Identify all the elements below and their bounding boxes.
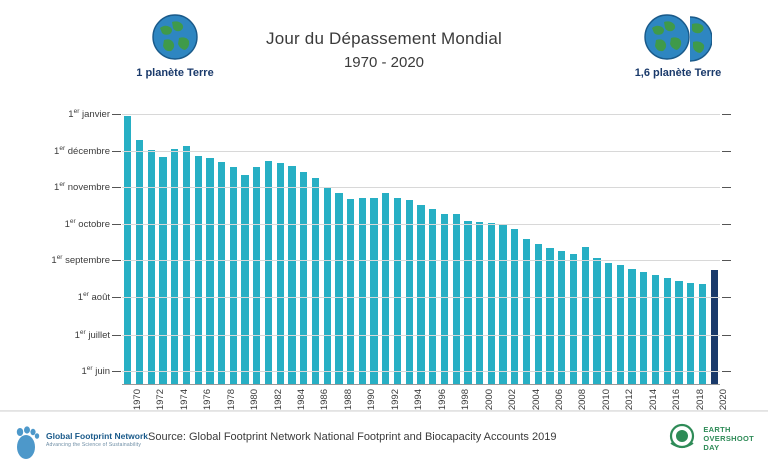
plot-region — [122, 114, 720, 385]
earth-globe-half-icon — [690, 16, 712, 62]
eod-line-1: EARTH — [703, 425, 731, 434]
y-axis-tick-mark — [112, 260, 121, 261]
bar — [652, 275, 659, 385]
x-axis-tick-label: 2004 — [530, 389, 542, 411]
bar — [546, 248, 553, 385]
x-axis-tick-label: 2012 — [624, 389, 636, 411]
x-axis-tick-label: 1984 — [296, 389, 308, 411]
bar — [640, 272, 647, 385]
y-axis-tick-mark — [112, 371, 121, 372]
x-axis-tick-label: 1970 — [131, 389, 143, 411]
gfn-logo-name: Global Footprint Network — [46, 431, 148, 441]
y-axis-tick-mark — [112, 114, 121, 115]
x-axis-tick-label: 2020 — [718, 389, 730, 411]
x-axis-tick-label: 1988 — [342, 389, 354, 411]
x-axis-line — [122, 384, 720, 385]
x-axis-tick-label: 1996 — [436, 389, 448, 411]
bar — [195, 156, 202, 385]
y-axis-tick-mark-right — [722, 371, 731, 372]
bar — [382, 193, 389, 385]
gridline — [122, 371, 720, 372]
bar — [675, 281, 682, 385]
x-axis-tick-label: 2010 — [600, 389, 612, 411]
y-axis-tick-mark — [112, 224, 121, 225]
y-axis-tick-label: 1er septembre — [51, 254, 110, 267]
global-footprint-network-logo — [10, 419, 148, 463]
x-axis-tick-label: 1982 — [272, 389, 284, 411]
bar — [183, 146, 190, 385]
x-axis-tick-label: 2002 — [507, 389, 519, 411]
y-axis-tick-mark — [112, 335, 121, 336]
x-axis-tick-label: 2018 — [694, 389, 706, 411]
chart-area — [0, 100, 768, 410]
y-axis-tick-label: 1er juin — [81, 364, 110, 377]
bar — [558, 251, 565, 385]
earth-globe-icon — [152, 14, 198, 65]
bar — [171, 149, 178, 385]
x-axis-tick-label: 1994 — [413, 389, 425, 411]
y-axis-tick-mark-right — [722, 335, 731, 336]
right-globe-row — [608, 14, 748, 64]
x-axis-tick-label: 1980 — [249, 389, 261, 411]
y-axis-tick-label: 1er décembre — [54, 145, 110, 158]
bar — [300, 172, 307, 385]
bar — [335, 193, 342, 385]
gridline — [122, 224, 720, 225]
page-subtitle: 1970 - 2020 — [343, 54, 425, 71]
y-axis-tick-mark-right — [722, 224, 731, 225]
chart-header — [0, 0, 768, 100]
bar — [453, 214, 460, 385]
x-axis-tick-label: 1990 — [366, 389, 378, 411]
chart-title-block — [200, 28, 568, 74]
bar — [159, 157, 166, 385]
earth-overshoot-day-logo — [667, 421, 754, 456]
bar — [288, 166, 295, 385]
y-axis-tick-label: 1er novembre — [54, 181, 110, 194]
right-globe-caption: 1,6 planète Terre — [634, 67, 722, 79]
bar — [582, 247, 589, 385]
y-axis-tick-mark — [112, 297, 121, 298]
bar — [511, 229, 518, 385]
bar — [417, 205, 424, 385]
bar — [241, 175, 248, 385]
y-axis-tick-mark — [112, 151, 121, 152]
x-axis-tick-label: 2006 — [553, 389, 565, 411]
bar — [664, 278, 671, 385]
bar — [218, 162, 225, 385]
bar — [124, 116, 131, 385]
bar — [535, 244, 542, 385]
x-axis-tick-label: 1986 — [319, 389, 331, 411]
bar — [464, 221, 471, 385]
x-axis-tick-label: 1974 — [178, 389, 190, 411]
y-axis-tick-label: 1er août — [77, 291, 110, 304]
bar — [394, 198, 401, 385]
x-axis-tick-label: 2000 — [483, 389, 495, 411]
bar-series — [122, 114, 720, 385]
bar — [312, 178, 319, 385]
y-axis-tick-mark-right — [722, 114, 731, 115]
bar — [406, 200, 413, 385]
y-axis-tick-mark-right — [722, 260, 731, 261]
y-axis-tick-label: 1er janvier — [68, 107, 110, 121]
bar — [441, 214, 448, 385]
bar — [617, 265, 624, 385]
gridline — [122, 151, 720, 152]
earth-globe-icon — [644, 14, 690, 65]
bar — [359, 198, 366, 385]
earth-overshoot-day-icon — [667, 421, 697, 456]
eod-line-2: OVERSHOOT — [703, 434, 754, 443]
bar — [476, 222, 483, 385]
gridline — [122, 187, 720, 188]
y-axis-tick-mark-right — [722, 151, 731, 152]
right-globe-block — [608, 14, 748, 79]
bar — [230, 167, 237, 385]
bar — [136, 140, 143, 385]
bar — [347, 199, 354, 385]
gridline — [122, 260, 720, 261]
source-note: Source: Global Footprint Network National Footprint and Biocapacity Accounts 2019 — [148, 431, 557, 443]
x-axis-tick-label: 1992 — [389, 389, 401, 411]
bar — [253, 167, 260, 385]
eod-logo-text — [703, 425, 754, 452]
x-axis-tick-label: 1978 — [225, 389, 237, 411]
page-title: Jour du Dépassement Mondial — [266, 29, 502, 48]
x-axis-tick-label: 2014 — [647, 389, 659, 411]
gfn-logo-tagline: Advancing the Science of Sustainability — [46, 442, 142, 448]
bar — [593, 258, 600, 385]
x-axis-tick-label: 1972 — [155, 389, 167, 411]
gridline — [122, 114, 720, 115]
gridline — [122, 335, 720, 336]
footer-divider — [0, 411, 768, 412]
bar — [370, 198, 377, 385]
bar — [148, 150, 155, 385]
y-axis-tick-mark — [112, 187, 121, 188]
x-axis-tick-label: 1976 — [202, 389, 214, 411]
chart-footer — [0, 410, 768, 469]
x-axis-tick-label: 2008 — [577, 389, 589, 411]
bar — [265, 161, 272, 385]
left-globe-caption: 1 planète Terre — [136, 67, 214, 79]
bar — [488, 223, 495, 385]
y-axis-tick-label: 1er octobre — [64, 218, 110, 231]
eod-line-3: DAY — [703, 443, 720, 452]
bar — [628, 269, 635, 385]
bar — [711, 270, 718, 385]
bar — [324, 187, 331, 385]
bar — [499, 224, 506, 385]
y-axis-tick-mark-right — [722, 187, 731, 188]
bar — [605, 263, 612, 385]
bar — [206, 158, 213, 385]
bar — [570, 254, 577, 385]
x-axis-tick-label: 2016 — [671, 389, 683, 411]
gridline — [122, 297, 720, 298]
x-axis-tick-label: 1998 — [460, 389, 472, 411]
y-axis-tick-label: 1er juillet — [74, 328, 110, 341]
bar — [277, 163, 284, 385]
y-axis-tick-mark-right — [722, 297, 731, 298]
